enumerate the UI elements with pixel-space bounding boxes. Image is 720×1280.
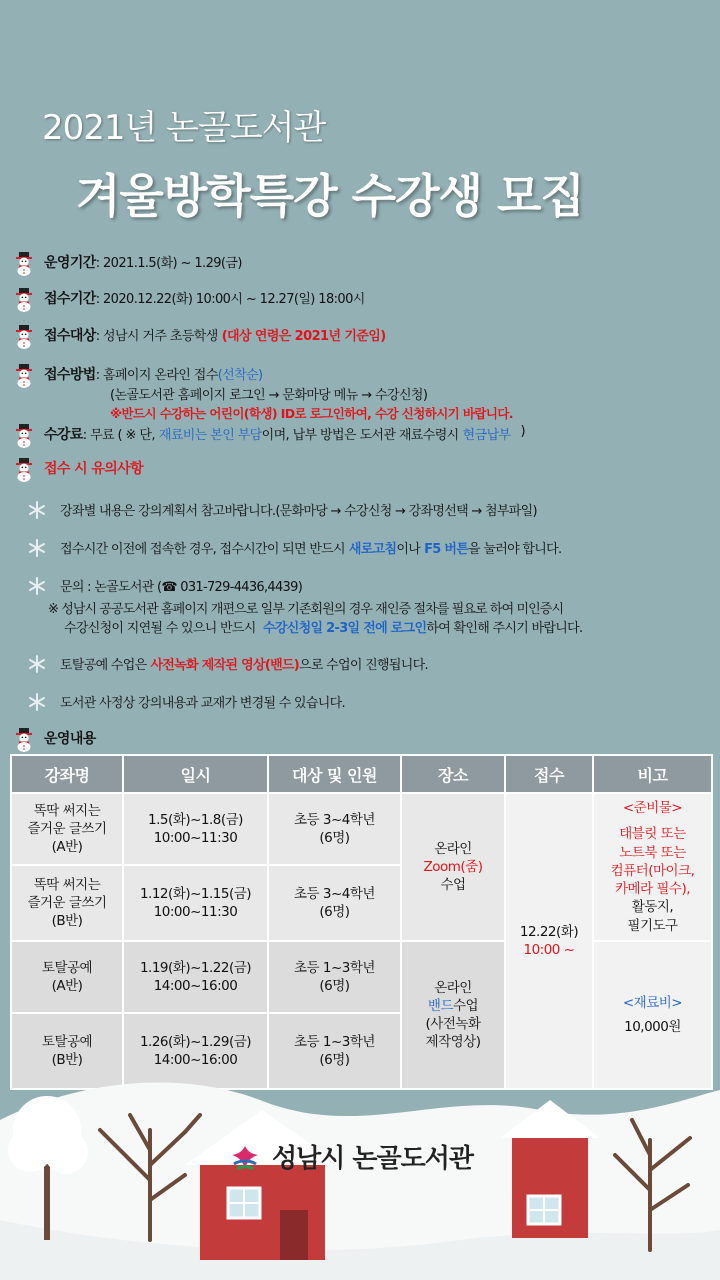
- header-target: 대상 및 인원: [268, 755, 401, 793]
- note-3-sub-2-c: 하여 확인해 주시기 바랍니다.: [426, 621, 583, 636]
- info-target: [14, 325, 386, 349]
- note-4-text-c: 으로 수업이 진행됩니다.: [299, 658, 428, 673]
- info-period: [14, 252, 242, 276]
- note-3-sub-2-login: 수강신청일 2-3일 전에 로그인: [263, 621, 427, 636]
- snowman-icon: [14, 288, 34, 312]
- place-band-name: 밴드: [427, 997, 453, 1014]
- course-target: 초등 1~3학년 (6명): [268, 1013, 401, 1089]
- snowman-icon: [14, 252, 34, 276]
- seongnam-logo-icon: [228, 1142, 262, 1172]
- course-target: 초등 3~4학년 (6명): [268, 865, 401, 941]
- caution-label: 접수 시 유의사항: [44, 461, 144, 477]
- fee-suffix: ): [520, 424, 525, 439]
- fee-middle: 이며, 납부 방법은 도서관 재료수령시: [261, 428, 459, 443]
- note-1: [28, 500, 537, 519]
- snowman-icon: [14, 728, 34, 752]
- header-course: 강좌명: [11, 755, 123, 793]
- note-4-text-a: 토탈공예 수업은: [60, 658, 147, 673]
- method-label: 접수방법: [44, 367, 96, 383]
- target-note: (대상 연령은 2021년 기준임): [221, 329, 386, 344]
- place-band-online: 온라인: [434, 979, 472, 996]
- snowflake-icon: [28, 655, 46, 673]
- target-label: 접수대상: [44, 328, 96, 344]
- place-band-note: (사전녹화 제작영상): [425, 1016, 481, 1051]
- course-target: 초등 3~4학년 (6명): [268, 793, 401, 865]
- snowman-icon: [14, 458, 34, 482]
- snowman-icon: [14, 325, 34, 349]
- place-online-zoom: [401, 793, 505, 941]
- fee-material: 재료비는 본인 부담: [158, 428, 262, 443]
- header-remarks: 비고: [593, 755, 712, 793]
- method-value: : 홈페이지 온라인 접수: [95, 368, 218, 383]
- snowflake-icon: [28, 693, 46, 711]
- header-reception: 접수: [505, 755, 593, 793]
- method-first-come: (선착순): [217, 368, 263, 383]
- table-row: [11, 793, 712, 865]
- reception-value: : 2020.12.22(화) 10:00시 ~ 12.27(일) 18:00시: [95, 292, 365, 307]
- reception-cell: [505, 793, 593, 1089]
- info-reception: [14, 288, 365, 312]
- target-value: : 성남시 거주 초등학생: [95, 329, 218, 344]
- period-label: 운영기간: [44, 255, 96, 271]
- course-time: 1.5(화)~1.8(금) 10:00~11:30: [123, 793, 268, 865]
- snowflake-icon: [28, 501, 46, 519]
- note-5: [28, 692, 345, 711]
- place-band-class: 수업: [453, 997, 479, 1014]
- schedule-table: [10, 754, 713, 1090]
- schedule-label: 운영내용: [44, 731, 96, 747]
- method-warning: ※반드시 수강하는 어린이(학생) ID로 로그인하여, 수강 신청하시기 바랍니다.: [110, 406, 513, 421]
- note-1-text: 강좌별 내용은 강의계획서 참고바랍니다.(문화마당 → 수강신청 → 강좌명선택 → 첨부파일): [60, 504, 537, 519]
- note-2-text-e: 을 눌러야 합니다.: [468, 542, 562, 557]
- note-4: [28, 654, 428, 673]
- snowflake-icon: [28, 577, 46, 595]
- note-2-text-a: 접수시간 이전에 접속한 경우, 접수시간이 되면 반드시: [60, 542, 345, 557]
- poster-title-year: 2021년 논골도서관: [42, 108, 326, 148]
- course-name: 똑딱 써지는 즐거운 글쓰기 (A반): [11, 793, 123, 865]
- course-name: 토탈공예 (A반): [11, 941, 123, 1013]
- note-2: [28, 538, 561, 557]
- info-caution: [14, 458, 143, 482]
- reception-label: 접수기간: [44, 291, 96, 307]
- note-3-text: 문의 : 논골도서관 (☎ 031-729-4436,4439): [60, 580, 303, 595]
- snowflake-icon: [28, 539, 46, 557]
- prep-extra: 활동지, 필기도구: [627, 899, 678, 934]
- fee-label: 수강료: [44, 427, 83, 443]
- period-value: : 2021.1.5(화) ~ 1.29(금): [95, 256, 242, 271]
- table-header-row: [11, 755, 712, 793]
- course-target: 초등 1~3학년 (6명): [268, 941, 401, 1013]
- course-time: 1.12(화)~1.15(금) 10:00~11:30: [123, 865, 268, 941]
- prep-title: <준비물>: [622, 800, 683, 817]
- reception-date: 12.22(화): [519, 923, 579, 940]
- place-zoom-class: 수업: [440, 877, 466, 894]
- note-4-video: 사전녹화 제작된 영상(밴드): [150, 658, 300, 673]
- method-path: (논골도서관 홈페이지 로그인 → 문화마당 메뉴 → 수강신청): [110, 388, 428, 403]
- fee-cash: 현금납부: [462, 428, 511, 443]
- fee-prefix: : 무료 ( ※ 단,: [82, 428, 155, 443]
- course-name: 똑딱 써지는 즐거운 글쓰기 (B반): [11, 865, 123, 941]
- library-name: 성남시 논골도서관: [272, 1144, 473, 1174]
- schedule-heading: [14, 728, 96, 752]
- course-time: 1.26(화)~1.29(금) 14:00~16:00: [123, 1013, 268, 1089]
- prep-cell: [593, 793, 712, 941]
- prep-items: 태블릿 또는 노트북 또는 컴퓨터(마이크, 카메라 필수),: [610, 826, 695, 898]
- library-logo: [228, 1138, 473, 1175]
- table-row: [11, 941, 712, 1013]
- info-fee: [14, 424, 525, 448]
- note-3-sub-2: [64, 617, 582, 636]
- note-3: [28, 576, 302, 595]
- snowman-icon: [14, 424, 34, 448]
- note-2-text-c: 이나: [396, 542, 421, 557]
- note-5-text: 도서관 사정상 강의내용과 교재가 변경될 수 있습니다.: [60, 696, 345, 711]
- reception-time: 10:00 ~: [523, 942, 575, 958]
- course-name: 토탈공예 (B반): [11, 1013, 123, 1089]
- note-3-sub-1: ※ 성남시 공공도서관 홈페이지 개편으로 일부 기존회원의 경우 재인증 절차를 필요로 하여 미인증시: [48, 602, 564, 617]
- place-zoom-name: Zoom(줌): [423, 858, 483, 875]
- snowman-icon: [14, 364, 34, 388]
- course-time: 1.19(화)~1.22(금) 14:00~16:00: [123, 941, 268, 1013]
- place-zoom-online: 온라인: [434, 840, 472, 857]
- header-place: 장소: [401, 755, 505, 793]
- material-value: 10,000원: [624, 1019, 681, 1035]
- header-datetime: 일시: [123, 755, 268, 793]
- material-title: <재료비>: [622, 994, 683, 1011]
- note-3-sub-2-a: 수강신청이 지연될 수 있으니 반드시: [64, 621, 256, 636]
- poster-title-main: 겨울방학특강 수강생 모집: [76, 169, 584, 223]
- note-2-refresh: 새로고침: [348, 542, 397, 557]
- note-2-f5: F5 버튼: [424, 542, 469, 557]
